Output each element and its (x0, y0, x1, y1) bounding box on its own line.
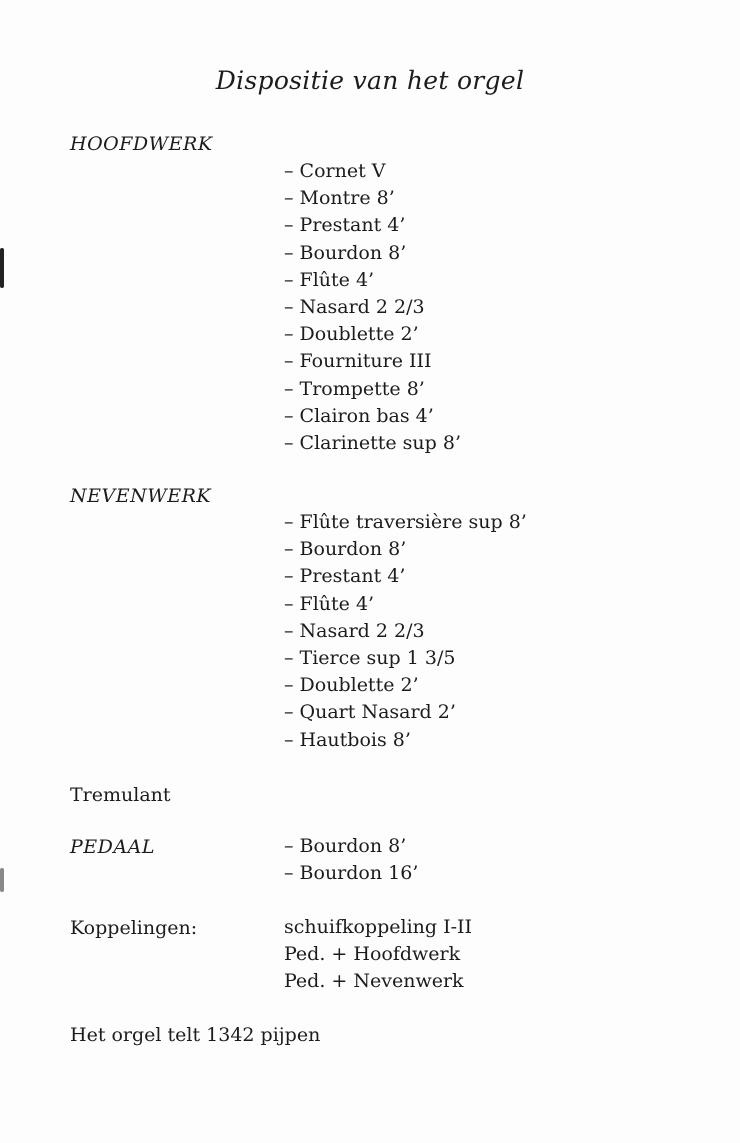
binding-mark (0, 868, 4, 892)
nevenwerk-label: NEVENWERK (70, 485, 212, 507)
tremulant-label: Tremulant (70, 784, 171, 806)
stop-item: – Flûte 4’ (284, 268, 375, 291)
stop-item: – Montre 8’ (284, 187, 395, 210)
stop-item: – Tierce sup 1 3/5 (284, 647, 456, 670)
stop-item: – Prestant 4’ (284, 214, 406, 237)
stop-item: – Fourniture III (284, 350, 432, 373)
nevenwerk-stop-list (284, 509, 527, 754)
hoofdwerk-stop-list (284, 158, 461, 457)
stop-item: – Flûte traversière sup 8’ (284, 511, 527, 533)
pipe-count-note: Het orgel telt 1342 pijpen (70, 1024, 321, 1046)
pedaal-label: PEDAAL (70, 836, 155, 858)
stop-item: – Flûte 4’ (284, 592, 375, 615)
stop-item: – Doublette 2’ (284, 674, 419, 697)
koppelingen-label: Koppelingen: (70, 917, 198, 939)
stop-item: – Hautbois 8’ (284, 728, 411, 751)
stop-item: – Quart Nasard 2’ (284, 701, 456, 724)
coupler-item: Ped. + Nevenwerk (284, 970, 464, 992)
stop-item: – Prestant 4’ (284, 565, 406, 588)
stop-item: – Doublette 2’ (284, 323, 419, 346)
stop-item: – Nasard 2 2/3 (284, 296, 425, 319)
coupler-item: Ped. + Hoofdwerk (284, 943, 461, 965)
hoofdwerk-label: HOOFDWERK (70, 133, 213, 155)
stop-item: – Clarinette sup 8’ (284, 432, 461, 455)
stop-item: – Bourdon 16’ (284, 862, 419, 884)
stop-item: – Bourdon 8’ (284, 241, 407, 264)
pedaal-stop-list (284, 833, 418, 887)
stop-item: – Bourdon 8’ (284, 538, 407, 561)
koppelingen-list (284, 914, 472, 995)
stop-item: – Cornet V (284, 160, 386, 182)
stop-item: – Bourdon 8’ (284, 835, 407, 857)
page-title: Dispositie van het orgel (215, 66, 525, 95)
coupler-item: schuifkoppeling I-II (284, 916, 473, 938)
stop-item: – Nasard 2 2/3 (284, 619, 425, 642)
binding-mark (0, 248, 4, 288)
stop-item: – Clairon bas 4’ (284, 404, 434, 427)
stop-item: – Trompette 8’ (284, 377, 425, 400)
